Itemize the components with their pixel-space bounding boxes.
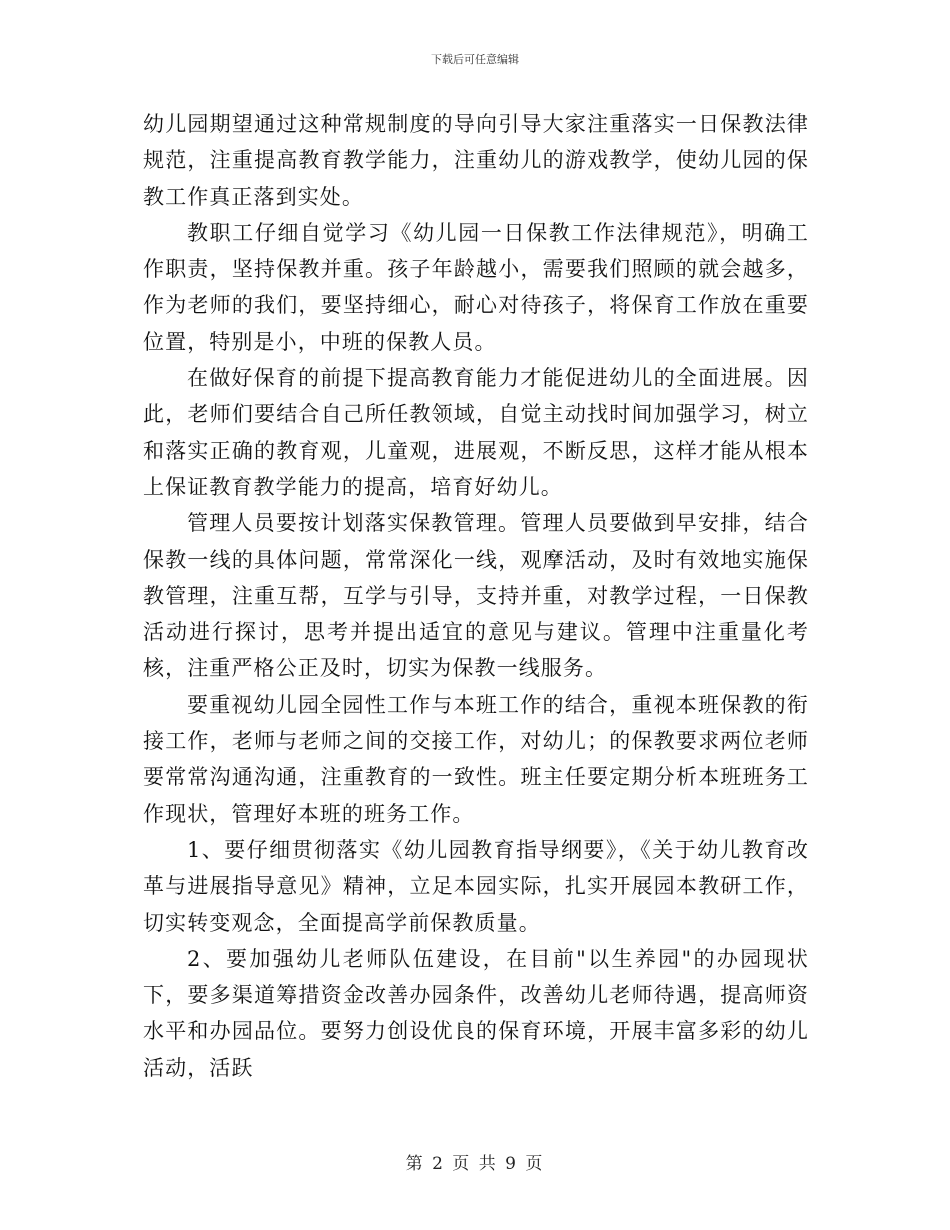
page-header: 下载后可任意编辑	[431, 53, 519, 66]
document-body	[143, 106, 809, 1086]
paragraph-4: 管理人员要按计划落实保教管理。管理人员要做到早安排，结合保教一线的具体问题，常常深化一线，观摩活动，及时有效地实施保教管理，注重互帮，互学与引导，支持并重，对教学过程，一日保教活动进行探讨，思考并提出适宜的意见与建议。管理中注重量化考核，注重严格公正及时，切实为保教一线服务。	[143, 511, 809, 681]
paragraph-7: 2、要加强幼儿老师队伍建设，在目前"以生养园"的办园现状下，要多渠道筹措资金改善办园条件，改善幼儿老师待遇，提高师资水平和办园品位。要努力创设优良的保育环境，开展丰富多彩的幼儿活动，活跃	[143, 946, 809, 1080]
paragraph-2: 教职工仔细自觉学习《幼儿园一日保教工作法律规范》，明确工作职责，坚持保教并重。孩子年龄越小，需要我们照顾的就会越多，作为老师的我们，要坚持细心，耐心对待孩子，将保育工作放在重要位置，特别是小，中班的保教人员。	[143, 220, 809, 354]
paragraph-3: 在做好保育的前提下提高教育能力才能促进幼儿的全面进展。因此，老师们要结合自己所任教领域，自觉主动找时间加强学习，树立和落实正确的教育观，儿童观，进展观，不断反思，这样才能从根本上保证教育教学能力的提高，培育好幼儿。	[143, 366, 809, 499]
paragraph-6: 1、要仔细贯彻落实《幼儿园教育指导纲要》，《关于幼儿教育改革与进展指导意见》精神，立足本园实际，扎实开展园本教研工作，切实转变观念，全面提高学前保教质量。	[143, 837, 809, 935]
page-number-footer: 第 2 页 共 9 页	[405, 1154, 545, 1174]
paragraph-1: 幼儿园期望通过这种常规制度的导向引导大家注重落实一日保教法律规范，注重提高教育教学能力，注重幼儿的游戏教学，使幼儿园的保教工作真正落到实处。	[143, 112, 809, 209]
paragraph-5: 要重视幼儿园全园性工作与本班工作的结合，重视本班保教的衔接工作，老师与老师之间的交接工作，对幼儿；的保教要求两位老师要常常沟通沟通，注重教育的一致性。班主任要定期分析本班班务工作现状，管理好本班的班务工作。	[143, 692, 809, 826]
